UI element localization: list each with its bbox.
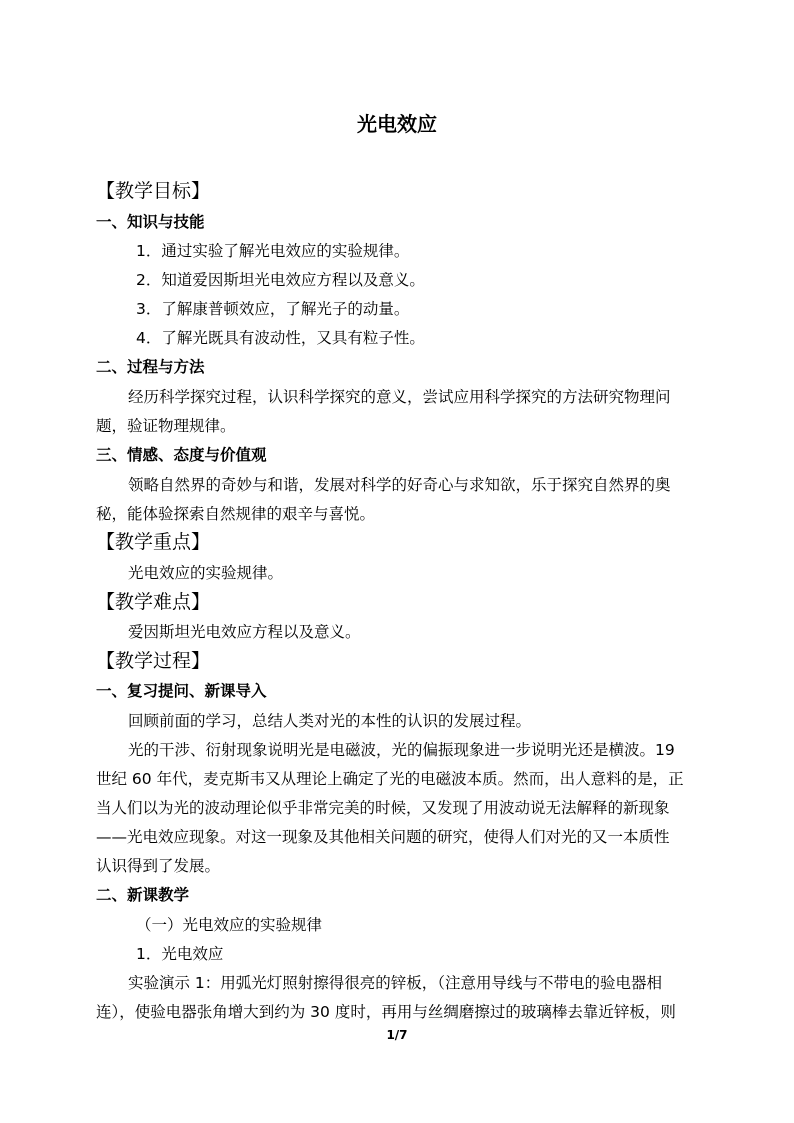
new-lesson-heading: 二、新课教学 [96,886,190,904]
review-line-5: ——光电效应现象。对这一现象及其他相关问题的研究，使得人们对光的又一本质性 [96,828,670,846]
key-heading: 【教学重点】 [96,531,211,553]
knowledge-item-1: 1．通过实验了解光电效应的实验规律。 [136,242,410,260]
document-title: 光电效应 [357,112,437,136]
review-line-4: 当人们以为光的波动理论似乎非常完美的时候，又发现了用波动说无法解释的新现象 [96,799,670,817]
process-line-2: 题，验证物理规律。 [96,417,236,435]
review-line-2: 光的干涉、衍射现象说明光是电磁波，光的偏振现象进一步说明光还是横波。19 [128,741,675,759]
review-heading: 一、复习提问、新课导入 [96,682,267,700]
subitem-heading: 1．光电效应 [136,945,224,963]
key-text: 光电效应的实验规律。 [128,564,284,582]
process-line-1: 经历科学探究过程，认识科学探究的意义，尝试应用科学探究的方法研究物理问 [128,388,671,406]
knowledge-item-4: 4．了解光既具有波动性，又具有粒子性。 [136,329,425,347]
emotion-line-2: 秘，能体验探索自然规律的艰辛与喜悦。 [96,505,376,523]
experiment-line-2: 连），使验电器张角增大到约为 30 度时，再用与丝绸磨擦过的玻璃棒去靠近锌板，则 [96,1003,676,1021]
subsection-heading: （一）光电效应的实验规律 [136,916,323,934]
experiment-line-1: 实验演示 1：用弧光灯照射擦得很亮的锌板，（注意用导线与不带电的验电器相 [128,974,663,992]
difficulty-heading: 【教学难点】 [96,591,211,613]
objectives-heading: 【教学目标】 [96,180,211,202]
review-line-1: 回顾前面的学习，总结人类对光的本性的认识的发展过程。 [128,712,532,730]
process-teaching-heading: 【教学过程】 [96,650,211,672]
difficulty-text: 爱因斯坦光电效应方程以及意义。 [128,623,361,641]
knowledge-item-3: 3．了解康普顿效应，了解光子的动量。 [136,300,410,318]
emotion-line-1: 领略自然界的奇妙与和谐，发展对科学的好奇心与求知欲，乐于探究自然界的奥 [128,476,671,494]
review-line-6: 认识得到了发展。 [96,857,221,875]
emotion-heading: 三、情感、态度与价值观 [96,446,267,464]
process-heading: 二、过程与方法 [96,358,205,376]
page-indicator: 1/7 [386,1028,408,1042]
knowledge-item-2: 2．知道爱因斯坦光电效应方程以及意义。 [136,271,425,289]
review-line-3: 世纪 60 年代，麦克斯韦又从理论上确定了光的电磁波本质。然而，出人意料的是，正 [96,770,684,788]
knowledge-heading: 一、知识与技能 [96,213,205,231]
